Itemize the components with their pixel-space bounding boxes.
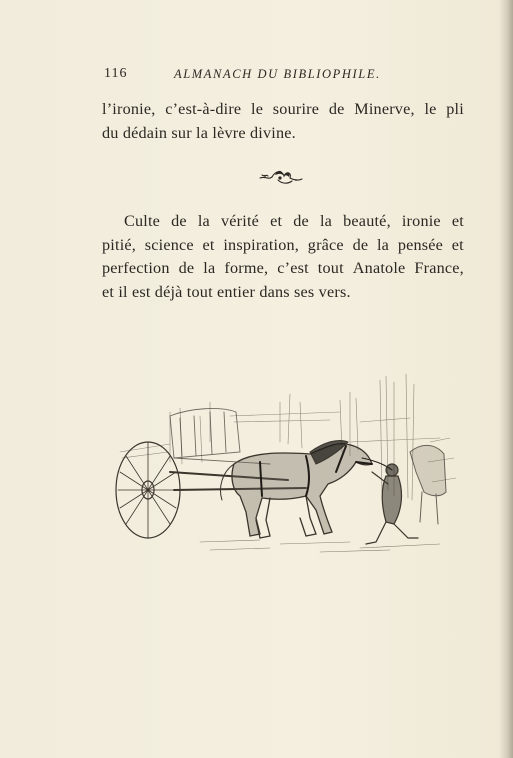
word: et [451, 212, 464, 230]
paragraph-2-line [102, 257, 464, 281]
word: le [251, 100, 264, 118]
word: Culte [124, 212, 161, 230]
word: vérité [221, 212, 260, 230]
word: de [328, 100, 345, 118]
word: de [178, 259, 195, 277]
paragraph-2 [102, 210, 472, 304]
word: et [270, 212, 283, 230]
word: la [203, 259, 216, 277]
word: forme, [224, 259, 269, 277]
word: pensée [397, 235, 444, 254]
paragraph-2-line: et il est déjà tout entier dans ses vers. [102, 282, 351, 301]
word: tout [317, 259, 344, 277]
word: la [197, 212, 210, 230]
page-header [104, 66, 404, 86]
word: pitié, [102, 235, 137, 254]
word: de [352, 235, 369, 254]
word: perfection [102, 259, 170, 277]
paragraph-1-line: du dédain sur la lèvre divine. [102, 123, 296, 142]
word: ironie [401, 212, 441, 230]
word: France, [414, 259, 464, 277]
word: c’est-à-dire [165, 100, 242, 118]
word: et [451, 235, 464, 254]
word: sourire [272, 100, 320, 118]
word: de [171, 212, 187, 230]
horse-and-cart-engraving-icon [110, 372, 460, 568]
word: c’est [277, 259, 309, 277]
word: et [202, 235, 215, 254]
word: le [424, 100, 437, 118]
word: science [144, 235, 194, 254]
word: la [376, 235, 390, 254]
word: pli [446, 100, 464, 118]
word: la [319, 212, 333, 230]
page-gutter-shadow [499, 0, 513, 758]
word: Anatole [352, 259, 406, 277]
paragraph-1-line [102, 98, 464, 122]
word: inspiration, [223, 235, 300, 254]
word: l’ironie, [102, 100, 156, 118]
word: beauté, [343, 212, 391, 230]
paragraph-2-line [102, 210, 464, 234]
page-number: 116 [104, 66, 128, 81]
paragraph-2-line [102, 234, 464, 258]
word: de [293, 212, 309, 230]
floral-vignette-icon [258, 166, 304, 188]
running-title: ALMANACH DU BIBLIOPHILE. [174, 67, 381, 81]
word: grâce [307, 235, 344, 254]
word: Minerve, [354, 100, 415, 118]
paragraph-1 [102, 98, 472, 145]
